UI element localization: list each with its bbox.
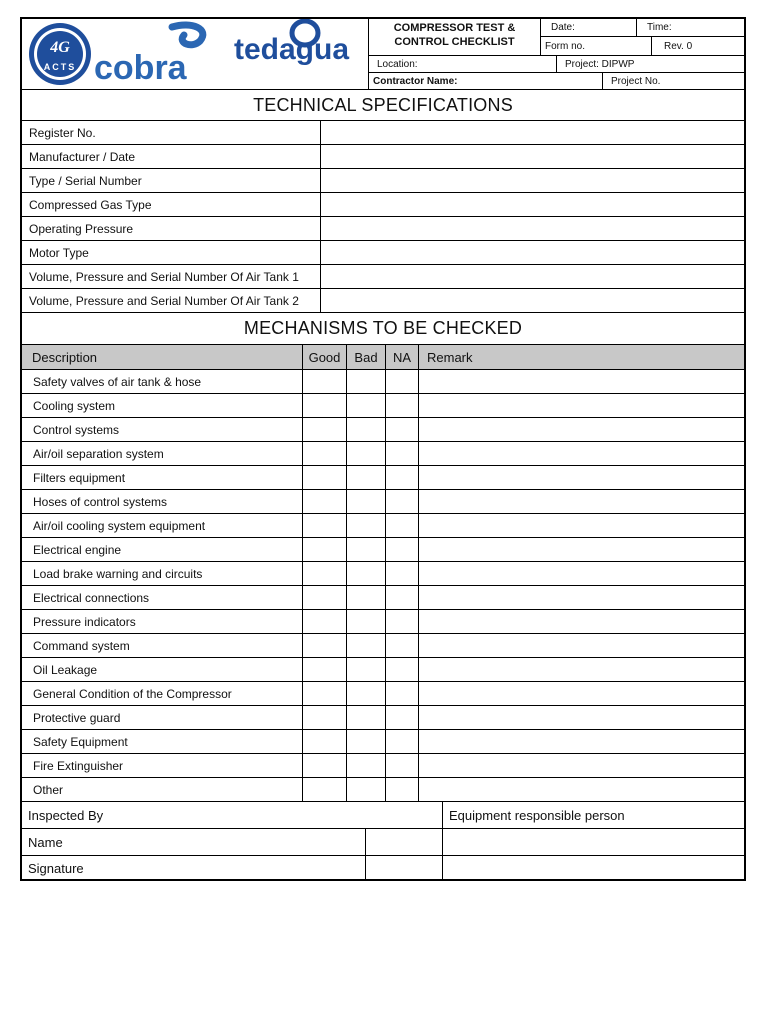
project-no-label: Project No. — [602, 73, 746, 90]
remark-field[interactable] — [418, 418, 744, 441]
tech-spec-label: Compressed Gas Type — [29, 197, 152, 212]
col-na: NA — [385, 345, 418, 369]
na-checkbox-cell[interactable] — [385, 370, 418, 393]
tech-spec-value-field[interactable] — [320, 241, 744, 264]
tech-spec-label: Type / Serial Number — [29, 173, 142, 188]
signature-field-responsible[interactable] — [442, 856, 744, 881]
mechanism-row — [22, 634, 744, 658]
acts-seal-logo — [29, 23, 91, 85]
mechanism-description: Air/oil cooling system equipment — [33, 518, 206, 533]
good-checkbox-cell[interactable] — [302, 706, 346, 729]
svg-text:ACTS: ACTS — [43, 62, 77, 72]
remark-field[interactable] — [418, 682, 744, 705]
bad-checkbox-cell[interactable] — [346, 538, 385, 561]
tech-specs-title: TECHNICAL SPECIFICATIONS — [253, 94, 513, 115]
bad-checkbox-cell[interactable] — [346, 370, 385, 393]
tech-spec-value-field[interactable] — [320, 145, 744, 168]
na-checkbox-cell[interactable] — [385, 394, 418, 417]
name-label: Name — [28, 834, 63, 850]
remark-field[interactable] — [418, 466, 744, 489]
na-checkbox-cell[interactable] — [385, 634, 418, 657]
mechanism-row — [22, 682, 744, 706]
bad-checkbox-cell[interactable] — [346, 418, 385, 441]
time-label: Time: — [636, 19, 747, 36]
inspected-by-label: Inspected By — [28, 807, 104, 823]
bad-checkbox-cell[interactable] — [346, 586, 385, 609]
na-checkbox-cell[interactable] — [385, 514, 418, 537]
mechanism-description: Other — [33, 782, 64, 797]
mechanism-row — [22, 754, 744, 778]
good-checkbox-cell[interactable] — [302, 394, 346, 417]
mechanism-row — [22, 442, 744, 466]
good-checkbox-cell[interactable] — [302, 418, 346, 441]
mechanism-row — [22, 490, 744, 514]
na-checkbox-cell[interactable] — [385, 754, 418, 777]
mechanism-description: Safety valves of air tank & hose — [33, 374, 202, 389]
tech-spec-label: Volume, Pressure and Serial Number Of Air Tank 1 — [29, 269, 299, 284]
mechanism-row — [22, 370, 744, 394]
good-checkbox-cell[interactable] — [302, 682, 346, 705]
date-form-block — [540, 19, 746, 55]
bad-checkbox-cell[interactable] — [346, 634, 385, 657]
location-label: Location: — [368, 56, 556, 72]
svg-text:tedagua: tedagua — [234, 33, 350, 66]
remark-field[interactable] — [418, 610, 744, 633]
na-checkbox-cell[interactable] — [385, 778, 418, 801]
mechanism-description: Air/oil separation system — [33, 446, 164, 461]
bad-checkbox-cell[interactable] — [346, 514, 385, 537]
bad-checkbox-cell[interactable] — [346, 562, 385, 585]
signature-field-inspector[interactable] — [365, 856, 442, 881]
col-description: Description — [32, 349, 98, 365]
checklist-form — [20, 17, 746, 881]
tech-spec-row — [22, 265, 744, 289]
bad-checkbox-cell[interactable] — [346, 466, 385, 489]
na-checkbox-cell[interactable] — [385, 658, 418, 681]
project-label: Project: DIPWP — [556, 56, 746, 72]
remark-field[interactable] — [418, 778, 744, 801]
cobra-swirl-icon — [172, 25, 203, 45]
svg-text:4G: 4G — [50, 39, 70, 56]
tech-spec-row — [22, 145, 744, 169]
na-checkbox-cell[interactable] — [385, 562, 418, 585]
mechanism-description: Filters equipment — [33, 470, 126, 485]
mechanism-description: Hoses of control systems — [33, 494, 168, 509]
tech-spec-label: Motor Type — [29, 245, 89, 260]
good-checkbox-cell[interactable] — [302, 658, 346, 681]
bad-checkbox-cell[interactable] — [346, 754, 385, 777]
date-label: Date: — [551, 22, 575, 33]
tech-spec-value-field[interactable] — [320, 169, 744, 192]
tech-spec-label: Operating Pressure — [29, 221, 134, 236]
mechanism-description: Protective guard — [33, 710, 121, 725]
bad-checkbox-cell[interactable] — [346, 490, 385, 513]
good-checkbox-cell[interactable] — [302, 730, 346, 753]
good-checkbox-cell[interactable] — [302, 490, 346, 513]
form-no-label: Form no. — [545, 40, 586, 52]
tech-spec-label: Register No. — [29, 125, 96, 140]
na-checkbox-cell[interactable] — [385, 490, 418, 513]
bad-checkbox-cell[interactable] — [346, 730, 385, 753]
good-checkbox-cell[interactable] — [302, 370, 346, 393]
name-field-inspector[interactable] — [365, 829, 442, 855]
mechanism-row — [22, 706, 744, 730]
mechanism-row — [22, 586, 744, 610]
remark-field[interactable] — [418, 754, 744, 777]
tech-spec-row — [22, 121, 744, 145]
company-logos — [22, 19, 368, 89]
tech-spec-row — [22, 289, 744, 313]
name-row — [22, 829, 744, 856]
tech-spec-row — [22, 241, 744, 265]
good-checkbox-cell[interactable] — [302, 442, 346, 465]
remark-field[interactable] — [418, 586, 744, 609]
remark-field[interactable] — [418, 730, 744, 753]
mechanisms-header — [22, 313, 744, 345]
na-checkbox-cell[interactable] — [385, 538, 418, 561]
contractor-label: Contractor Name: — [368, 73, 602, 90]
good-checkbox-cell[interactable] — [302, 562, 346, 585]
remark-field[interactable] — [418, 706, 744, 729]
signature-label: Signature — [28, 861, 84, 876]
mechanism-description: Safety Equipment — [33, 734, 128, 749]
mechanism-description: General Condition of the Compressor — [33, 686, 232, 701]
mechanism-row — [22, 466, 744, 490]
mechanism-row — [22, 730, 744, 754]
remark-field[interactable] — [418, 514, 744, 537]
na-checkbox-cell[interactable] — [385, 586, 418, 609]
na-checkbox-cell[interactable] — [385, 466, 418, 489]
bad-checkbox-cell[interactable] — [346, 610, 385, 633]
tech-spec-row — [22, 169, 744, 193]
form-header — [22, 19, 744, 90]
svg-text:cobra: cobra — [94, 49, 187, 87]
na-checkbox-cell[interactable] — [385, 682, 418, 705]
rev-label: Rev. 0 — [651, 37, 747, 55]
remark-field[interactable] — [418, 370, 744, 393]
good-checkbox-cell[interactable] — [302, 634, 346, 657]
bad-checkbox-cell[interactable] — [346, 706, 385, 729]
mechanism-description: Command system — [33, 638, 130, 653]
mechanism-row — [22, 562, 744, 586]
bad-checkbox-cell[interactable] — [346, 658, 385, 681]
remark-field[interactable] — [418, 538, 744, 561]
tech-spec-value-field[interactable] — [320, 289, 744, 312]
remark-field[interactable] — [418, 490, 744, 513]
tech-spec-row — [22, 193, 744, 217]
mechanism-description: Oil Leakage — [33, 662, 98, 677]
mechanism-description: Electrical connections — [33, 590, 150, 605]
mechanism-description: Pressure indicators — [33, 614, 136, 629]
col-good: Good — [302, 345, 346, 369]
tech-spec-value-field[interactable] — [320, 193, 744, 216]
good-checkbox-cell[interactable] — [302, 778, 346, 801]
location-row — [368, 55, 746, 72]
inspection-row — [22, 802, 744, 829]
remark-field[interactable] — [418, 442, 744, 465]
mechanism-row — [22, 610, 744, 634]
col-remark: Remark — [418, 345, 744, 369]
good-checkbox-cell[interactable] — [302, 754, 346, 777]
tech-spec-row — [22, 217, 744, 241]
bad-checkbox-cell[interactable] — [346, 778, 385, 801]
col-bad: Bad — [346, 345, 385, 369]
remark-field[interactable] — [418, 634, 744, 657]
mechanism-description: Fire Extinguisher — [33, 758, 124, 773]
mechanisms-title: MECHANISMS TO BE CHECKED — [243, 318, 523, 338]
na-checkbox-cell[interactable] — [385, 418, 418, 441]
tech-spec-label: Manufacturer / Date — [29, 149, 136, 164]
doc-title-line1: COMPRESSOR TEST & — [393, 22, 516, 34]
na-checkbox-cell[interactable] — [385, 610, 418, 633]
remark-field[interactable] — [418, 658, 744, 681]
contractor-row — [368, 72, 746, 90]
remark-field[interactable] — [418, 562, 744, 585]
tech-spec-label: Volume, Pressure and Serial Number Of Air Tank 2 — [29, 293, 299, 308]
mechanism-row — [22, 514, 744, 538]
good-checkbox-cell[interactable] — [302, 538, 346, 561]
mechanism-description: Control systems — [33, 422, 120, 437]
signature-row — [22, 856, 744, 881]
logo-area — [22, 19, 368, 89]
mechanism-description: Electrical engine — [33, 542, 122, 557]
mechanisms-column-header — [22, 345, 744, 370]
tech-spec-value-field[interactable] — [320, 217, 744, 240]
mechanism-row — [22, 418, 744, 442]
doc-title-line2: CONTROL CHECKLIST — [394, 36, 515, 48]
good-checkbox-cell[interactable] — [302, 514, 346, 537]
mechanism-description: Cooling system — [33, 398, 116, 413]
tech-specs-header — [22, 90, 744, 121]
na-checkbox-cell[interactable] — [385, 442, 418, 465]
responsible-person-label: Equipment responsible person — [442, 802, 744, 828]
remark-field[interactable] — [418, 394, 744, 417]
tech-spec-value-field[interactable] — [320, 121, 744, 144]
bad-checkbox-cell[interactable] — [346, 442, 385, 465]
mechanism-row — [22, 394, 744, 418]
good-checkbox-cell[interactable] — [302, 610, 346, 633]
mechanism-description: Load brake warning and circuits — [33, 566, 203, 581]
good-checkbox-cell[interactable] — [302, 586, 346, 609]
mechanism-row — [22, 778, 744, 802]
name-field-responsible[interactable] — [442, 829, 744, 855]
bad-checkbox-cell[interactable] — [346, 682, 385, 705]
na-checkbox-cell[interactable] — [385, 730, 418, 753]
mechanism-row — [22, 538, 744, 562]
mechanism-row — [22, 658, 744, 682]
na-checkbox-cell[interactable] — [385, 706, 418, 729]
bad-checkbox-cell[interactable] — [346, 394, 385, 417]
tech-spec-value-field[interactable] — [320, 265, 744, 288]
good-checkbox-cell[interactable] — [302, 466, 346, 489]
